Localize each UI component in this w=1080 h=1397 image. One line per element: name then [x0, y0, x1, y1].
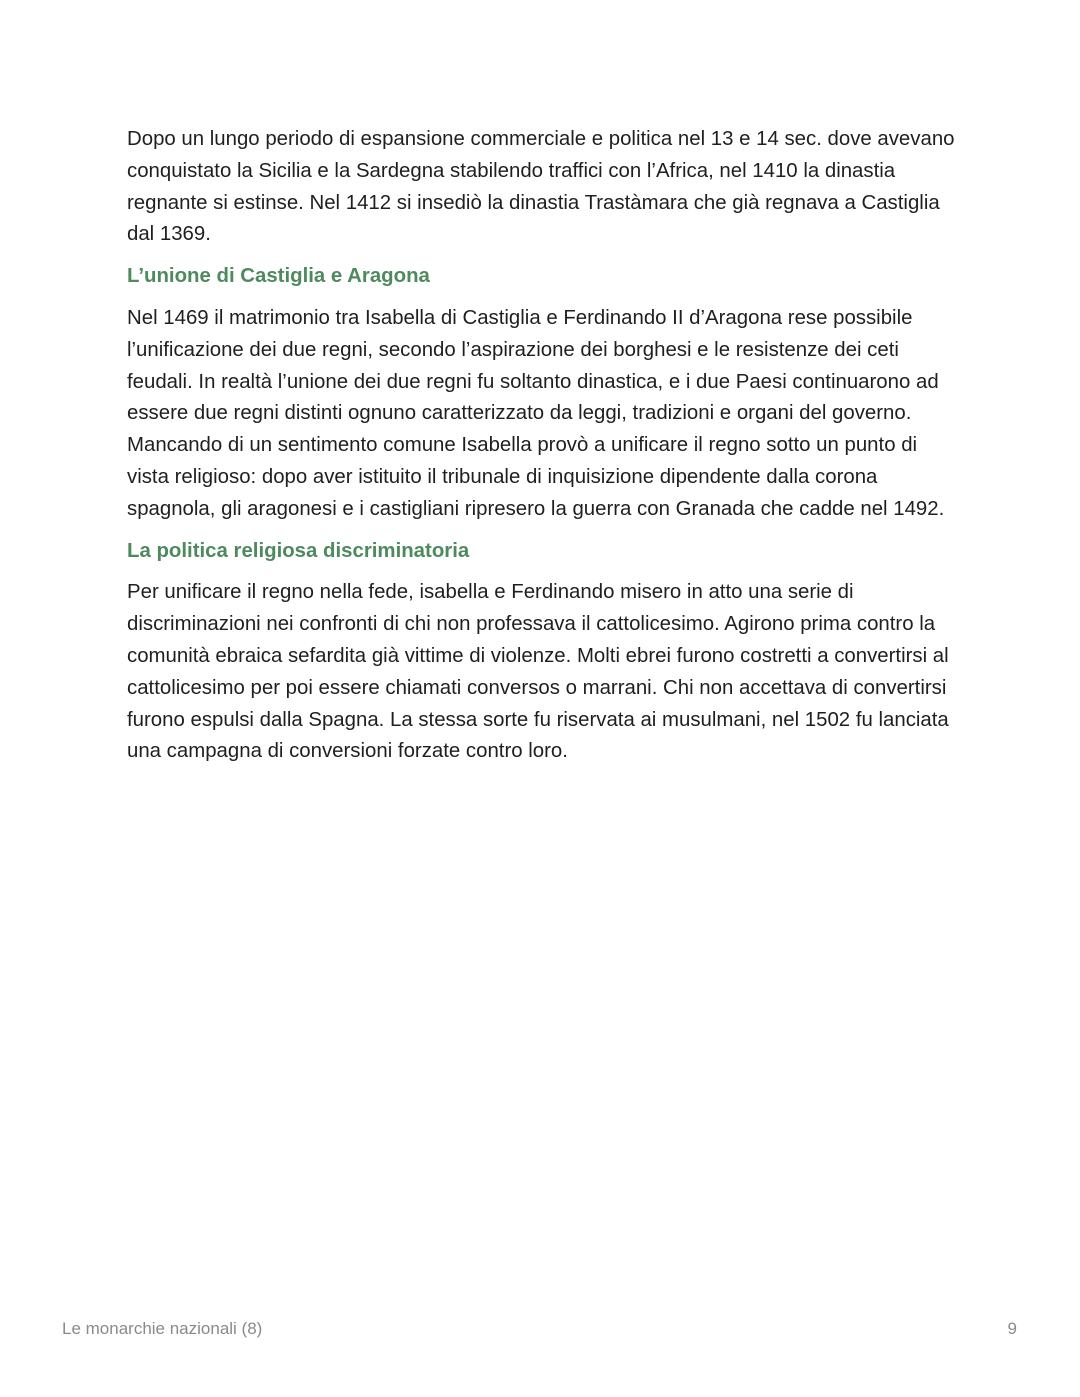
paragraph-unione: Nel 1469 il matrimonio tra Isabella di Castiglia e Ferdinando II d’Aragona rese possibile l’unificazione dei due regni, secondo l’aspirazione dei borghesi e le resistenze dei ceti feudali. In realtà l’unione dei due regni fu soltanto dinastica, e i due Paesi continuarono ad essere due regni distinti ognuno caratterizzato da leggi, tradizioni e organi del governo. Mancando di un sentimento comune Isabella provò a unificare il regno sotto un punto di vista religioso: dopo aver istituito il tribunale di inquisizione dipendente dalla corona spagnola, gli aragonesi e i castigliani ripresero la guerra con Granada che cadde nel 1492. [127, 306, 945, 520]
footer-document-title: Le monarchie nazionali (8) [62, 1319, 263, 1338]
section-heading-unione: L’unione di Castiglia e Aragona [127, 265, 430, 288]
paragraph-politica-religiosa: Per unificare il regno nella fede, isabella e Ferdinando misero in atto una serie di discriminazioni nei confronti di chi non professava il cattolicesimo. Agirono prima contro la comunità ebraica sefardita già vittime di violenze. Molti ebrei furono costretti a convertirsi al cattolicesimo per poi essere chiamati conversos o marrani. Chi non accettava di convertirsi furono espulsi dalla Spagna. La stessa sorte fu riservata ai musulmani, nel 1502 fu lanciata una campagna di conversioni forzate contro loro. [127, 581, 949, 763]
footer-page-number: 9 [1007, 1319, 1017, 1338]
document-body [127, 124, 957, 768]
section-heading-politica-religiosa: La politica religiosa discriminatoria [127, 539, 470, 562]
paragraph-intro: Dopo un lungo periodo di espansione commerciale e politica nel 13 e 14 sec. dove avevano conquistato la Sicilia e la Sardegna stabilendo traffici con l’Africa, nel 1410 la dinastia regnante si estinse. Nel 1412 si insediò la dinastia Trastàmara che già regnava a Castiglia dal 1369. [127, 128, 955, 246]
